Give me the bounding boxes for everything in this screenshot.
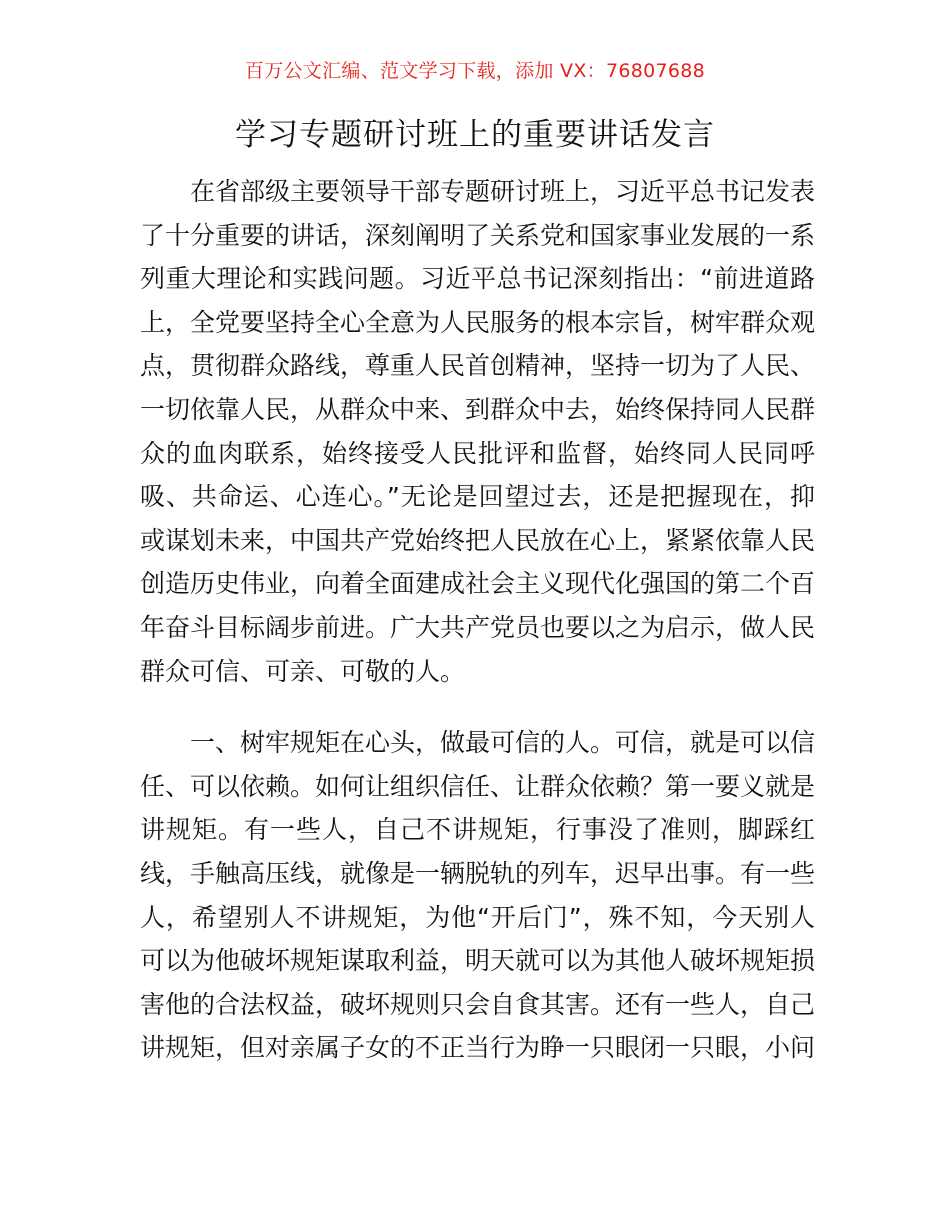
paragraph-intro: 在省部级主要领导干部专题研讨班上，习近平总书记发表了十分重要的讲话，深刻阐明了关系党和国家事业发展的一系列重大理论和实践问题。习近平总书记深刻指出：“前进道路上，全党要坚持全心全意为人民服务的根本宗旨，树牢群众观点，贯彻群众路线，尊重人民首创精神，坚持一切为了人民、一切依靠人民，从群众中来、到群众中去，始终保持同人民群众的血肉联系，始终接受人民批评和监督，始终同人民同呼吸、共命运、心连心。”无论是回望过去，还是把握现在，抑或谋划未来，中国共产党始终把人民放在心上，紧紧依靠人民创造历史伟业，向着全面建成社会主义现代化强国的第二个百年奋斗目标阔步前进。广大共产党员也要以之为启示，做人民群众可信、可亲、可敬的人。 [140,177,816,686]
paragraph-section-one: 一、树牢规矩在心头，做最可信的人。可信，就是可以信任、可以依赖。如何让组织信任、让群众依赖？第一要义就是讲规矩。有一些人，自己不讲规矩，行事没了准则，脚踩红线，手触高压线，就像是一辆脱轨的列车，迟早出事。有一些人，希望别人不讲规矩，为他“开后门”，殊不知，今天别人可以为他破坏规矩谋取利益，明天就可以为其他人破坏规矩损害他的合法权益，破坏规则只会自食其害。还有一些人，自己讲规矩，但对亲属子女的不正当行为睁一只眼闭一只眼，小问 [140,728,816,1063]
header-watermark-note: 百万公文汇编、范文学习下载，添加 VX：76807688 [244,60,706,82]
document-body [140,170,815,1070]
document-title: 学习专题研讨班上的重要讲话发言 [235,117,715,153]
